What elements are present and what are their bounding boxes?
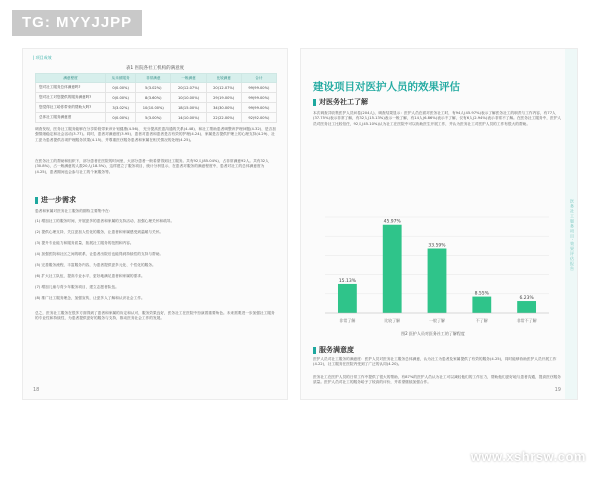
table-row [36, 103, 277, 113]
list-item: (5) 完善服务流程，丰富服务内容，为患者提供更多元化、个性化的服务。 [35, 263, 156, 267]
table-cell: 0(0.00%) [106, 113, 136, 123]
list-item: (4) 加强医院和社区之间的联系，让患者出院后也能得到持续性的支持与帮助。 [35, 252, 164, 256]
list-item: (3) 提升专业能力和服务质量，拓展社工服务的范围和内容。 [35, 241, 134, 245]
bar-chart-svg [313, 209, 563, 327]
list-item: (1) 增加社工的服务时间，开展更多的患者和家属的支持活动，加强心理关怀和疏导。 [35, 219, 175, 223]
table-header-row [36, 74, 277, 83]
body-paragraph: 医务社工在医护人员的日常工作中提供了很大的帮助，有87%的医护人员认为社工可以减轻他们的工作压力，帮助他们更好地与患者沟通，提高医疗服务质量。医护人员对社工的服务给予了较高的评价，并希望继续加强合作。 [313, 375, 561, 385]
table-cell: 29(19.00%) [206, 93, 241, 103]
chart-tick-label: 比较了解 [384, 318, 401, 323]
heading-marker-icon [313, 99, 316, 106]
heading-marker-icon [35, 197, 38, 204]
heading-marker-icon [313, 347, 316, 354]
table-cell: 22(22.00%) [206, 113, 241, 123]
body-paragraph: 在医务社工的帮助和组织下，部分患者在医院的时间里，大部分患者一般希望得到社工服务。共有92人(85.04%)，占非常满意92人。共有32人(30.8%)，占一般满意的人数20人(18.5%)，这样建立了服务项目，统计分析显示，在患者对服务的满意程度中，患者对社工的总体满意度为(4.25)，患者期间也会参与社工的个案服务等。 [35, 159, 269, 174]
list-item: (2) 提供心理支持，关注更加人性化的服务，让患者和家属感受到温暖与关怀。 [35, 230, 164, 234]
table-row [36, 113, 277, 123]
running-head: | 项目成效 [33, 55, 52, 60]
table-header-cell: 比较满意 [206, 74, 241, 83]
table-caption: 表1 医院各社工机构的满意度 [125, 66, 185, 71]
section-heading-text: 对医务社工了解 [319, 98, 368, 106]
chart-data-label: 8.55% [474, 291, 489, 297]
body-paragraph: 总之，医务社工服务在很多方面得到了患者和家属的肯定和认可，服务效果良好，医务社工在医院中扮演着重要角色。未来需要进一步加强社工服务的专业性和持续性，为患者提供更好的服务与支持，推动医务社会工作的发展。 [35, 311, 275, 321]
chart-data-label: 6.23% [519, 296, 534, 302]
body-paragraph: 医护人员对社工服务的满意度：医护人员对医务社工服务总体满意，认为社工为患者及家属提供了有效的服务(4.25)，同时能够协助医护人员开展工作(4.22)，社工服务在医院内受到了广泛的认同(4.20)。 [313, 357, 557, 367]
chart-data-label: 45.97% [383, 219, 401, 225]
watermark: www.xshrsw.com [470, 449, 586, 464]
section-heading-text: 服务满意度 [319, 346, 354, 354]
left-page [22, 48, 288, 400]
table-header-cell: 从未被服务 [106, 74, 136, 83]
page-title: 建设项目对医护人员的效果评估 [313, 81, 460, 93]
section-heading [313, 345, 354, 355]
table-cell: 您对社工对您提供的服务满意吗? [36, 93, 106, 103]
table-header-cell: 合计 [241, 74, 276, 83]
table-row [36, 83, 277, 93]
table-cell: 您觉得社工给你带来的帮助大吗? [36, 103, 106, 113]
chart-tick-label: 非常不了解 [516, 318, 537, 323]
table-cell: 您对社工服务总体满意吗? [36, 83, 106, 93]
body-paragraph: 本次调查共收集医护人员问卷(204人)，调查结果显示：医护人员在面对医务社工时，有94人(45.97%)表示了解医务社工的职责与工作内容，有77人(37.75%)表示非常了解，有32人(15.13%)表示一般了解，有14人(6.86%)表示不了解，仅有6人(2.94%)表示非常不了解。在医务社工服务中，医护人员对医务社工比较信任，92人(45.10%)认为社工在医院中可以协助医生开展工作，并认为医务社工对医护人员的工作有很大的帮助。 [313, 111, 562, 126]
table-cell: 99(99.00%) [241, 103, 276, 113]
chart-bar [428, 249, 447, 313]
table-cell: 8(3.60%) [136, 93, 171, 103]
table-cell: 20(12.07%) [171, 83, 206, 93]
chart-data-label: 33.59% [428, 243, 446, 249]
table-cell: 92(92.00%) [241, 113, 276, 123]
body-paragraph: 患者和家属对医务社工服务的期待主要集中在: [35, 209, 110, 213]
table-header-cell: 一般满意 [171, 74, 206, 83]
table-cell: 99(99.00%) [241, 93, 276, 103]
table-cell: 20(12.07%) [206, 83, 241, 93]
chart-tick-label: 不了解 [475, 318, 488, 323]
side-vertical-text: 医务社工服务项目·效果评估报告 [570, 199, 575, 272]
table-cell: 34(30.00%) [206, 103, 241, 113]
channel-tag: TG: MYYJJPP [12, 10, 142, 36]
table-cell: 0(0.00%) [106, 83, 136, 93]
list-item: (7) 增加儿童与青少年服务项目，建立志愿者队伍。 [35, 285, 119, 289]
right-page [300, 48, 578, 400]
table-cell: 5(3.00%) [136, 113, 171, 123]
table-header-cell: 满意程度 [36, 74, 106, 83]
list-item: (8) 推广社工服务理念，加强宣传，让更多人了解和认识社会工作。 [35, 296, 145, 300]
satisfaction-table [35, 73, 277, 123]
table-cell: 10(10.00%) [171, 93, 206, 103]
bar-chart [313, 209, 563, 327]
table-cell: 99(99.00%) [241, 83, 276, 93]
chart-data-label: 15.13% [338, 278, 356, 284]
chart-bar [517, 301, 536, 313]
chart-bar [472, 297, 491, 313]
section-heading [35, 195, 76, 205]
table-cell: 18(15.00%) [171, 103, 206, 113]
chart-bar [338, 284, 357, 313]
page-number: 19 [554, 387, 561, 393]
table-cell: 5(3.02%) [136, 83, 171, 93]
page-number: 18 [33, 387, 40, 393]
table-cell: 10(10.00%) [136, 103, 171, 113]
table-header-cell: 非常满意 [136, 74, 171, 83]
table-cell: 14(10.00%) [171, 113, 206, 123]
body-paragraph: 调查发现，医务社工服务能够在分享阶段带来该计划健康(4.56)、 充分提高医患沟通的关系(4.48)、和社工帮助患者调整该护理问题(4.32)、是否加强情绪稳定和社会活动(3.77)。同时，患者对满意度(3.95)、患者对患者和患者是否有效的护理(4.24)、家属是否提供护理上的心理支持(4.29)、社工更为患者提供各项护理服务效果(4.15)，并尊重医疗服务患者和家属在相关情况的处理(4.25)。 [35, 127, 276, 142]
list-item: (6) 扩大社工队伍，提高专业水平，更好地满足患者和家属的需求。 [35, 274, 145, 278]
section-heading [313, 97, 368, 107]
chart-tick-label: 非常了解 [339, 318, 356, 323]
chart-bar [383, 225, 402, 313]
chart-caption: 图2 医护人员对医务社工的了解程度 [401, 331, 465, 336]
table-cell: 0(0.00%) [106, 93, 136, 103]
table-cell: 总体社工服务满意度 [36, 113, 106, 123]
table-row [36, 93, 277, 103]
table-cell: 3(3.02%) [106, 103, 136, 113]
section-heading-text: 进一步需求 [41, 196, 76, 204]
chart-tick-label: 一般了解 [429, 318, 445, 323]
